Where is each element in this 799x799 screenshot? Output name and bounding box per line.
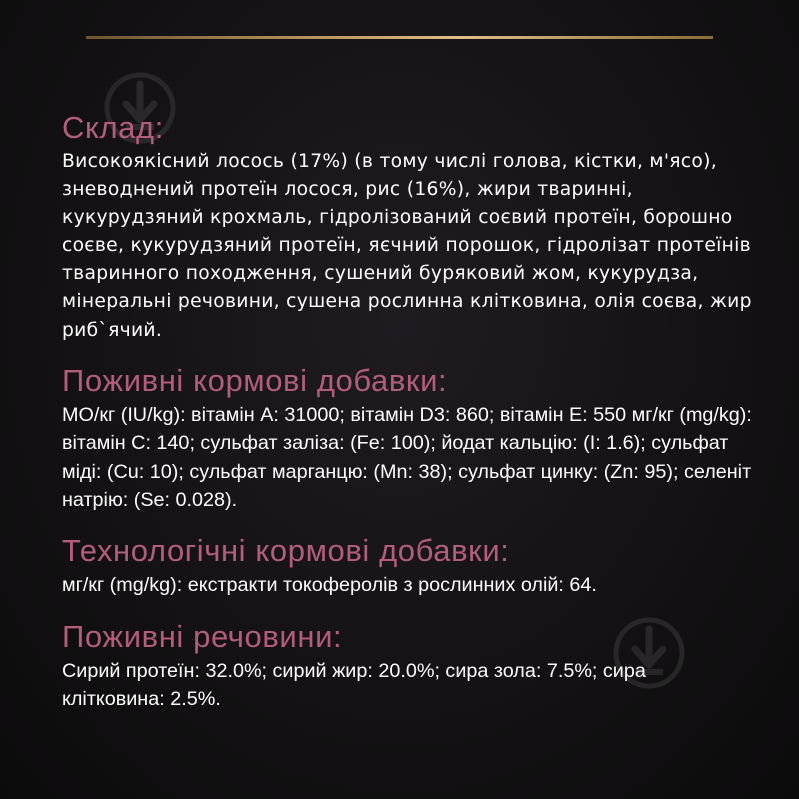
nutrients-heading: Поживні речовини: <box>62 618 343 654</box>
ingredients-content <box>62 108 752 714</box>
composition-text: Високоякісний лосось (17%) (в тому числі голова, кістки, м'ясо), зневоднений протеїн лосося, рис (16%), жири тваринні, кукурудзяний крохмаль, гідролізований соєвий протеїн, борошно соєве, кукурудзяний протеїн, яєчний порошок, гідролізат протеїнів тваринного походження, сушений буряковий жом, кукурудза, мінеральні речовини, сушена рослинна клітковина, олія соєва, жир риб`ячий. <box>62 151 752 341</box>
composition-section <box>62 108 752 345</box>
nutrients-section <box>62 617 752 714</box>
gold-divider <box>86 36 713 39</box>
nutrients-text: Сирий протеїн: 32.0%; сирий жир: 20.0%; сира зола: 7.5%; сира клітковина: 2.5%. <box>62 659 646 711</box>
technological-additives-section <box>62 531 752 600</box>
composition-heading: Склад: <box>62 110 164 145</box>
nutritional-additives-section <box>62 361 752 515</box>
nutritional-additives-heading: Поживні кормові добавки: <box>62 362 448 398</box>
technological-additives-heading: Технологічні кормові добавки: <box>62 533 510 569</box>
technological-additives-text: мг/кг (mg/kg): екстракти токоферолів з рослинних олій: 64. <box>62 574 597 597</box>
nutritional-additives-text: МО/кг (IU/kg): вітамін A: 31000; вітамін D3: 860; вітамін E: 550 мг/кг (mg/kg): вітамін C: 140; сульфат заліза: (Fe: 100); йодат кальцію: (I: 1.6); сульфат міді: (Cu: 10); сульфат марганцю: (Mn: 38); сульфат цинку: (Zn: 95); селеніт натрію: (Se: 0.028). <box>62 403 752 512</box>
